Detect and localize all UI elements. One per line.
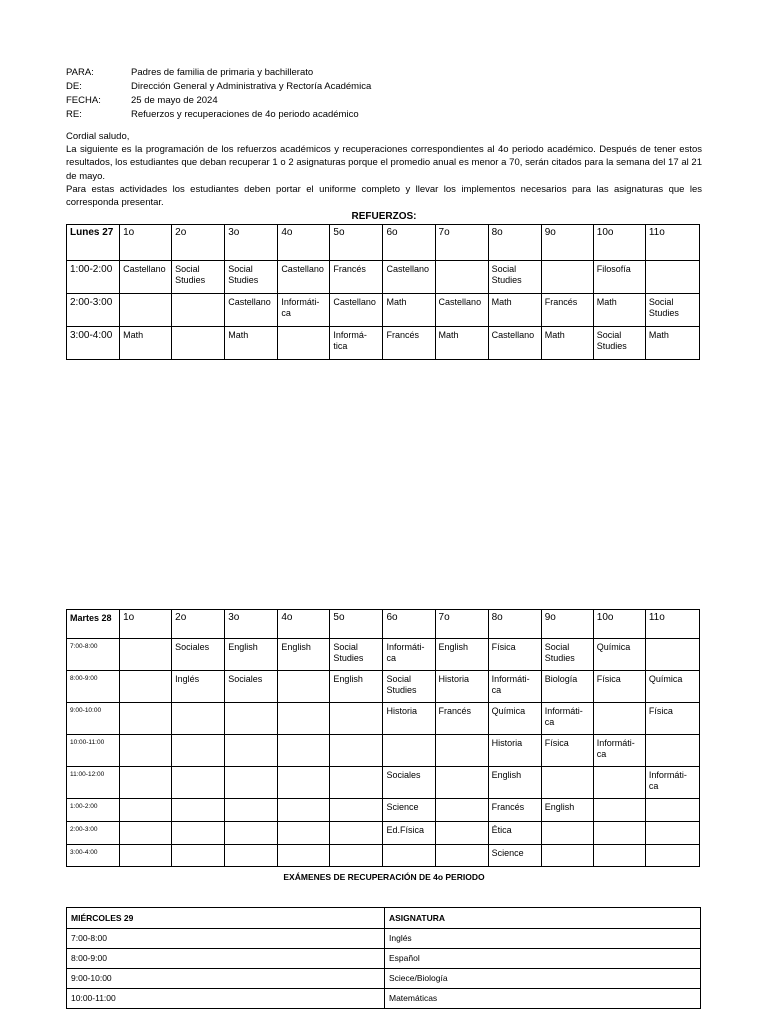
grade-header: 5o — [330, 610, 383, 639]
table-row — [67, 989, 701, 1009]
subject-cell — [593, 822, 645, 845]
subject-cell: Física — [593, 671, 645, 703]
memo-row-para — [66, 66, 706, 80]
subject-cell: Informá-tica — [330, 327, 383, 360]
subject-cell — [120, 294, 172, 327]
subject-cell: Química — [645, 671, 699, 703]
subject-cell: Math — [488, 294, 541, 327]
table-row — [67, 639, 700, 671]
subject-cell — [120, 735, 172, 767]
memo-label: DE: — [66, 81, 82, 92]
subject-cell: English — [488, 767, 541, 799]
exam-subject-header: ASIGNATURA — [385, 908, 701, 929]
subject-cell: Math — [593, 294, 645, 327]
subject-cell — [225, 822, 278, 845]
subject-cell: Informáti-ca — [645, 767, 699, 799]
subject-cell — [435, 735, 488, 767]
subject-cell: Math — [383, 294, 435, 327]
table-header-row — [67, 610, 700, 639]
exam-time: 7:00-8:00 — [67, 929, 385, 949]
subject-cell — [435, 845, 488, 867]
subject-cell: Social Studies — [383, 671, 435, 703]
subject-cell: Math — [645, 327, 699, 360]
subject-cell — [593, 799, 645, 822]
grade-header: 10o — [593, 610, 645, 639]
table-row — [67, 949, 701, 969]
subject-cell — [435, 767, 488, 799]
subject-cell — [645, 822, 699, 845]
table-row — [67, 703, 700, 735]
subject-cell — [645, 735, 699, 767]
subject-cell: Historia — [435, 671, 488, 703]
time-slot: 11:00-12:00 — [67, 767, 120, 799]
subject-cell: Informáti-ca — [541, 703, 593, 735]
subject-cell — [172, 703, 225, 735]
exam-subject: Matemáticas — [385, 989, 701, 1009]
subject-cell: Science — [488, 845, 541, 867]
exam-time: 9:00-10:00 — [67, 969, 385, 989]
subject-cell — [593, 703, 645, 735]
subject-cell — [172, 294, 225, 327]
subject-cell: Castellano — [330, 294, 383, 327]
subject-cell: Math — [120, 327, 172, 360]
grade-header: 4o — [278, 610, 330, 639]
time-slot: 3:00-4:00 — [67, 327, 120, 360]
grade-header: 2o — [172, 225, 225, 261]
subject-cell: Social Studies — [172, 261, 225, 294]
intro-paragraph: Para estas actividades los estudiantes deben portar el uniforme completo y llevar los implementos necesarios para las asignaturas que les corresponda presentar. — [66, 183, 702, 209]
subject-cell — [120, 822, 172, 845]
table-row — [67, 327, 700, 360]
subject-cell: Francés — [330, 261, 383, 294]
subject-cell: Sociales — [172, 639, 225, 671]
table-row — [67, 929, 701, 949]
grade-header: 11o — [645, 610, 699, 639]
subject-cell: Física — [541, 735, 593, 767]
grade-header: 4o — [278, 225, 330, 261]
subject-cell — [435, 261, 488, 294]
subject-cell: Castellano — [488, 327, 541, 360]
subject-cell: Castellano — [225, 294, 278, 327]
exam-time: 10:00-11:00 — [67, 989, 385, 1009]
subject-cell — [278, 845, 330, 867]
table-row — [67, 845, 700, 867]
subject-cell — [330, 845, 383, 867]
examenes-title: EXÁMENES DE RECUPERACIÓN DE 4o PERIODO — [283, 872, 485, 882]
subject-cell — [225, 767, 278, 799]
subject-cell: Sociales — [383, 767, 435, 799]
subject-cell — [278, 671, 330, 703]
memo-value: 25 de mayo de 2024 — [131, 95, 218, 106]
subject-cell: Social Studies — [488, 261, 541, 294]
time-slot: 9:00-10:00 — [67, 703, 120, 735]
subject-cell: Social Studies — [593, 327, 645, 360]
day-header: Martes 28 — [67, 610, 120, 639]
table-header-row — [67, 908, 701, 929]
subject-cell: English — [330, 671, 383, 703]
subject-cell — [172, 327, 225, 360]
subject-cell: Math — [225, 327, 278, 360]
subject-cell: Ed.Física — [383, 822, 435, 845]
grade-header: 3o — [225, 225, 278, 261]
table-row — [67, 969, 701, 989]
exam-day-header: MIÉRCOLES 29 — [67, 908, 385, 929]
subject-cell — [172, 845, 225, 867]
schedule-table-lunes — [66, 224, 700, 360]
subject-cell: Castellano — [435, 294, 488, 327]
memo-label: RE: — [66, 109, 82, 120]
table-row — [67, 735, 700, 767]
day-header: Lunes 27 — [67, 225, 120, 261]
subject-cell: English — [278, 639, 330, 671]
subject-cell: Francés — [383, 327, 435, 360]
subject-cell: Castellano — [120, 261, 172, 294]
subject-cell: Informáti-ca — [593, 735, 645, 767]
grade-header: 3o — [225, 610, 278, 639]
grade-header: 2o — [172, 610, 225, 639]
subject-cell: Informáti-ca — [278, 294, 330, 327]
subject-cell — [172, 767, 225, 799]
time-slot: 10:00-11:00 — [67, 735, 120, 767]
subject-cell — [278, 703, 330, 735]
subject-cell: Francés — [435, 703, 488, 735]
subject-cell: Social Studies — [645, 294, 699, 327]
subject-cell — [541, 845, 593, 867]
subject-cell — [330, 767, 383, 799]
subject-cell: Filosofía — [593, 261, 645, 294]
memo-row-de — [66, 80, 706, 94]
grade-header: 6o — [383, 225, 435, 261]
subject-cell: Física — [488, 639, 541, 671]
table-row — [67, 799, 700, 822]
memo-value: Dirección General y Administrativa y Rectoría Académica — [131, 81, 372, 92]
subject-cell — [383, 845, 435, 867]
subject-cell: Informáti-ca — [383, 639, 435, 671]
subject-cell — [645, 845, 699, 867]
grade-header: 7o — [435, 225, 488, 261]
intro-paragraph: La siguiente es la programación de los refuerzos académicos y recuperaciones correspondientes al 4o periodo académico. Después de tener estos resultados, los estudiantes que deban recuperar 1 o 2 asignaturas porque el promedio anual es menor a 70, serán citados para la semana del 17 al 21 de mayo. — [66, 144, 702, 182]
subject-cell — [225, 703, 278, 735]
time-slot: 1:00-2:00 — [67, 799, 120, 822]
subject-cell: English — [435, 639, 488, 671]
subject-cell — [172, 822, 225, 845]
grade-header: 7o — [435, 610, 488, 639]
subject-cell — [278, 735, 330, 767]
table-row — [67, 767, 700, 799]
subject-cell: Francés — [541, 294, 593, 327]
subject-cell — [541, 767, 593, 799]
subject-cell: Sociales — [225, 671, 278, 703]
subject-cell: Inglés — [172, 671, 225, 703]
time-slot: 7:00-8:00 — [67, 639, 120, 671]
refuerzos-title: REFUERZOS: — [351, 211, 417, 222]
subject-cell: Science — [383, 799, 435, 822]
subject-cell — [172, 799, 225, 822]
exam-table — [66, 907, 701, 1009]
subject-cell — [278, 767, 330, 799]
subject-cell: Informáti-ca — [488, 671, 541, 703]
subject-cell — [120, 767, 172, 799]
subject-cell — [330, 822, 383, 845]
grade-header: 1o — [120, 225, 172, 261]
subject-cell — [278, 327, 330, 360]
grade-header: 9o — [541, 610, 593, 639]
subject-cell: Historia — [383, 703, 435, 735]
time-slot: 2:00-3:00 — [67, 822, 120, 845]
memo-row-re — [66, 108, 706, 122]
subject-cell — [225, 799, 278, 822]
subject-cell: Ética — [488, 822, 541, 845]
subject-cell: Social Studies — [541, 639, 593, 671]
memo-value: Refuerzos y recuperaciones de 4o periodo académico — [131, 109, 359, 120]
subject-cell — [225, 735, 278, 767]
subject-cell — [330, 799, 383, 822]
subject-cell — [541, 822, 593, 845]
time-slot: 8:00-9:00 — [67, 671, 120, 703]
subject-cell — [278, 799, 330, 822]
subject-cell: Math — [541, 327, 593, 360]
grade-header: 9o — [541, 225, 593, 261]
time-slot: 3:00-4:00 — [67, 845, 120, 867]
subject-cell — [120, 845, 172, 867]
subject-cell: Francés — [488, 799, 541, 822]
subject-cell — [120, 639, 172, 671]
subject-cell: Castellano — [278, 261, 330, 294]
greeting: Cordial saludo, — [66, 131, 130, 142]
exam-subject: Sciece/Biología — [385, 969, 701, 989]
subject-cell: English — [541, 799, 593, 822]
subject-cell — [383, 735, 435, 767]
table-header-row — [67, 225, 700, 261]
table-row — [67, 294, 700, 327]
subject-cell — [120, 671, 172, 703]
subject-cell: Math — [435, 327, 488, 360]
subject-cell — [225, 845, 278, 867]
exam-subject: Español — [385, 949, 701, 969]
subject-cell — [435, 822, 488, 845]
table-row — [67, 822, 700, 845]
grade-header: 5o — [330, 225, 383, 261]
subject-cell: Química — [488, 703, 541, 735]
memo-header — [66, 66, 706, 122]
subject-cell — [435, 799, 488, 822]
grade-header: 10o — [593, 225, 645, 261]
table-row — [67, 261, 700, 294]
subject-cell: Física — [645, 703, 699, 735]
subject-cell: Social Studies — [330, 639, 383, 671]
memo-row-fecha — [66, 94, 706, 108]
subject-cell — [645, 639, 699, 671]
subject-cell: English — [225, 639, 278, 671]
subject-cell — [593, 767, 645, 799]
subject-cell — [330, 703, 383, 735]
subject-cell: Social Studies — [225, 261, 278, 294]
subject-cell: Castellano — [383, 261, 435, 294]
subject-cell — [278, 822, 330, 845]
exam-time: 8:00-9:00 — [67, 949, 385, 969]
schedule-table-martes — [66, 609, 700, 867]
memo-label: FECHA: — [66, 95, 101, 106]
table-row — [67, 671, 700, 703]
subject-cell — [330, 735, 383, 767]
grade-header: 11o — [645, 225, 699, 261]
subject-cell — [172, 735, 225, 767]
subject-cell — [120, 799, 172, 822]
grade-header: 6o — [383, 610, 435, 639]
grade-header: 8o — [488, 610, 541, 639]
subject-cell: Biología — [541, 671, 593, 703]
subject-cell — [593, 845, 645, 867]
subject-cell — [645, 799, 699, 822]
subject-cell: Historia — [488, 735, 541, 767]
time-slot: 1:00-2:00 — [67, 261, 120, 294]
grade-header: 8o — [488, 225, 541, 261]
intro-text — [66, 130, 702, 209]
subject-cell: Química — [593, 639, 645, 671]
subject-cell — [645, 261, 699, 294]
memo-value: Padres de familia de primaria y bachillerato — [131, 67, 314, 78]
time-slot: 2:00-3:00 — [67, 294, 120, 327]
subject-cell — [541, 261, 593, 294]
subject-cell — [120, 703, 172, 735]
exam-subject: Inglés — [385, 929, 701, 949]
memo-label: PARA: — [66, 67, 94, 78]
grade-header: 1o — [120, 610, 172, 639]
